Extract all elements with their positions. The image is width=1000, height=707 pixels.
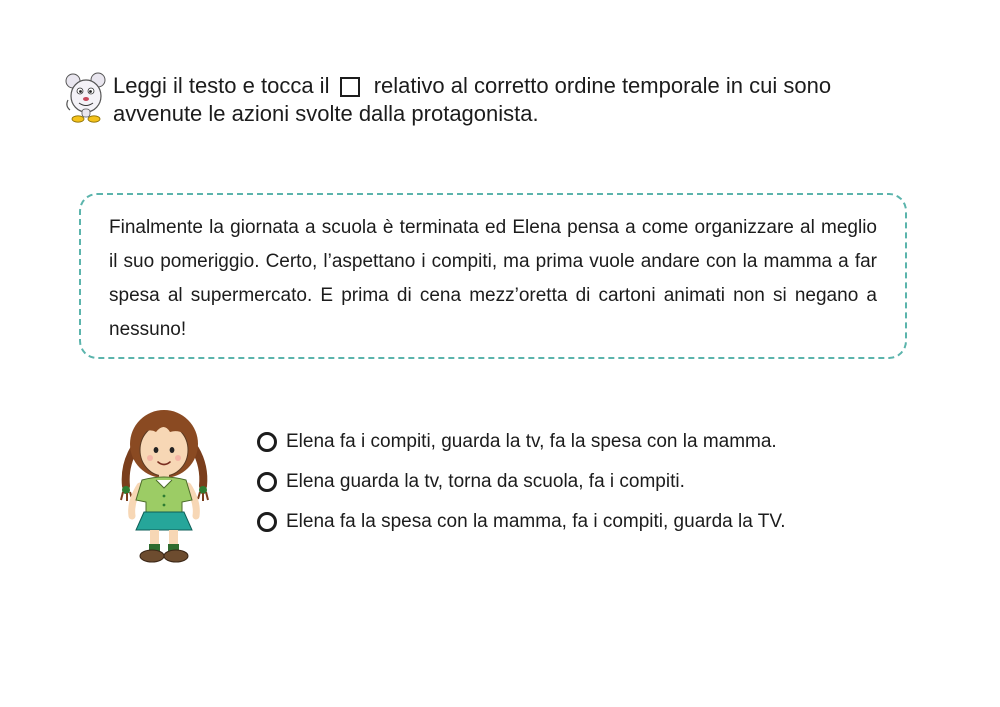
answer-option-label: Elena guarda la tv, torna da scuola, fa i compiti. — [286, 471, 685, 492]
radio-circle-icon[interactable] — [257, 512, 277, 532]
instruction-text-after: relativo al corretto ordine temporale in cui sono avvenute le azioni svolte dalla protagonista. — [113, 73, 832, 126]
answer-option-3[interactable] — [257, 502, 786, 542]
answer-option-2[interactable] — [257, 462, 786, 502]
answer-option-label: Elena fa la spesa con la mamma, fa i compiti, guarda la TV. — [286, 511, 786, 532]
girl-elena-illustration — [112, 404, 217, 570]
instruction-text — [113, 72, 913, 128]
checkbox-symbol-icon — [340, 77, 360, 97]
answer-options — [257, 422, 786, 542]
mouse-mascot-icon — [64, 70, 110, 124]
reading-passage-box — [79, 193, 907, 359]
instruction-text-before: Leggi il testo e tocca il — [113, 73, 330, 98]
answer-option-1[interactable] — [257, 422, 786, 462]
radio-circle-icon[interactable] — [257, 432, 277, 452]
radio-circle-icon[interactable] — [257, 472, 277, 492]
answer-option-label: Elena fa i compiti, guarda la tv, fa la spesa con la mamma. — [286, 431, 777, 452]
reading-passage: Finalmente la giornata a scuola è terminata ed Elena pensa a come organizzare al meglio il suo pomeriggio. Certo, l’aspettano i compiti, ma prima vuole andare con la mamma a far spesa al supermercato. E prima di cena mezz’oretta di cartoni animati non si negano a nessuno! — [109, 217, 877, 340]
